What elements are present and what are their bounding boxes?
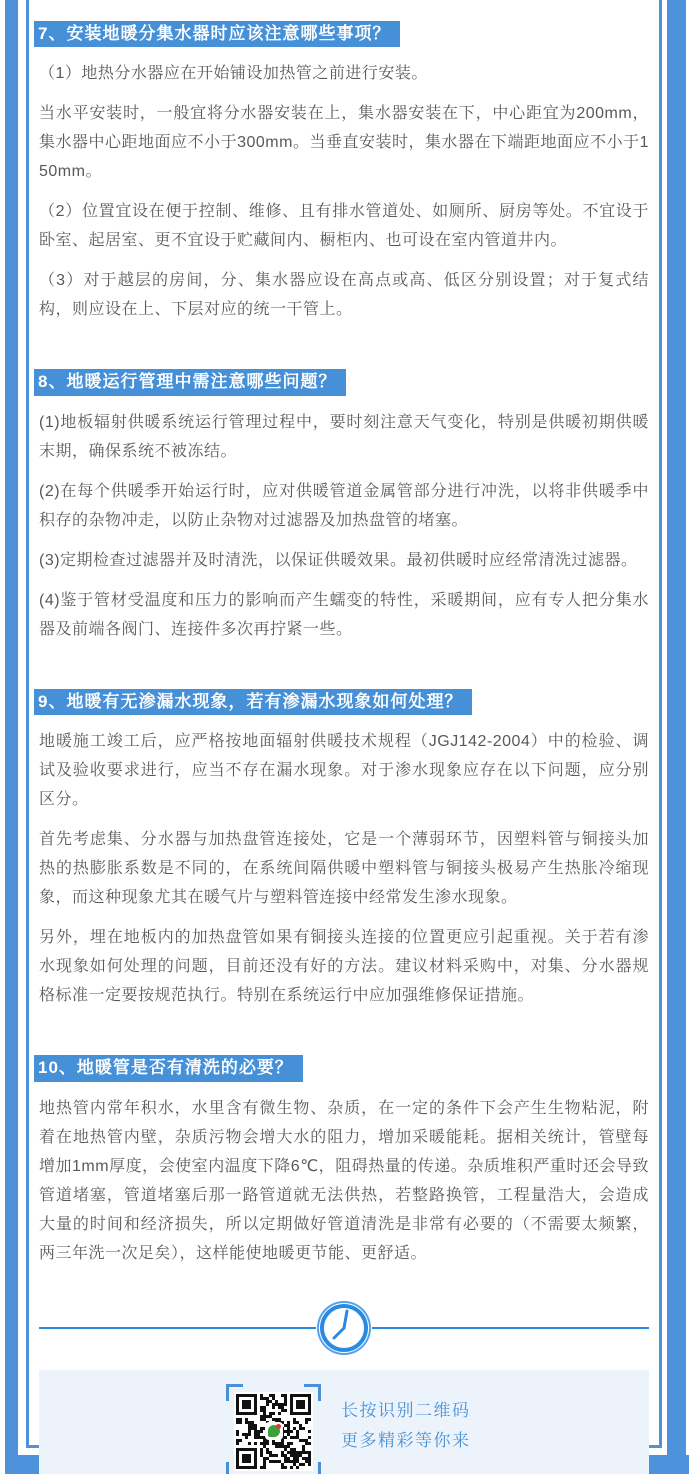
question-section-8 [39,335,649,643]
answer-paragraph: (4)鉴于管材受温度和压力的影响而产生蠕变的特性，采暖期间，应有专人把分集水器及前端各阀门、连接件多次再拧紧一些。 [39,591,649,638]
question-section-7 [39,0,649,324]
outer-frame-left-stripe [5,0,18,1474]
qr-panel [39,1370,649,1474]
qr-caption-line1: 长按识别二维码 [341,1400,471,1420]
answer-paragraph: 首先考虑集、分水器与加热盘管连接处，它是一个薄弱环节，因塑料管与铜接头加热的热膨胀系数是不同的，在系统间隔供暖中塑料管与铜接头极易产生热胀冷缩现象，而这种现象尤其在暖气片与塑料管连接中经常发生渗水现象。 [39,831,649,907]
answer-paragraph: 地热管内常年积水，水里含有微生物、杂质，在一定的条件下会产生生物粘泥，附着在地热管内壁，杂质污物会增大水的阻力，增加采暖能耗。据相关统计，管壁每增加1mm厚度，会使室内温度下降6℃，阻碍热量的传递。杂质堆积严重时还会导致管道堵塞，管道堵塞后那一路管道就无法供热，若整路换管，工程量浩大，会造成大量的时间和经济损失，所以定期做好管道清洗是非常有必要的（不需要太频繁，两三年洗一次足矣），这样能使地暖更节能、更舒适。 [39,1099,649,1262]
question-title-8: 8、地暖运行管理中需注意哪些问题？ [34,369,346,395]
answer-paragraph: (1)地板辐射供暖系统运行管理过程中，要时刻注意天气变化，特别是供暖初期供暖末期，确保系统不被冻结。 [39,413,649,460]
question-title-9: 9、地暖有无渗漏水现象，若有渗漏水现象如何处理？ [34,689,472,715]
answer-paragraph: (2)在每个供暖季开始运行时，应对供暖管道金属管部分进行冲洗，以将非供暖季中积存的杂物冲走，以防止杂物对过滤器及加热盘管的堵塞。 [39,482,649,529]
qr-center-logo [265,1422,283,1440]
qr-code-image[interactable] [234,1392,313,1471]
question-title-10: 10、地暖管是否有清洗的必要？ [34,1055,303,1081]
qr-captions [341,1396,471,1456]
article-content [29,0,659,1474]
question-section-10 [39,1021,649,1267]
clock-icon [316,1300,372,1356]
answer-paragraph: （3）对于越层的房间，分、集水器应设在高点或高、低区分别设置；对于复式结构，则应设在上、下层对应的统一干管上。 [39,272,649,319]
answer-paragraph: （2）位置宜设在便于控制、维修、且有排水管道处、如厕所、厨房等处。不宜设于卧室、起居室、更不宜设于贮藏间内、橱柜内、也可设在室内管道井内。 [39,203,649,250]
outer-frame-right-stripe [667,0,686,1474]
answer-paragraph: 当水平安装时，一般宜将分水器安装在上，集水器安装在下，中心距宜为200mm，集水器中心距地面应不小于300mm。当垂直安装时，集水器在下端距地面应不小于150mm。 [39,105,649,181]
question-section-9 [39,655,649,1010]
answer-paragraph: 另外，埋在地板内的加热盘管如果有铜接头连接的位置更应引起重视。关于若有渗水现象如何处理的问题，目前还没有好的方法。建议材料采购中，对集、分水器规格标准一定要按规范执行。特别在系统运行中应加强维修保证措施。 [39,929,649,1005]
qr-caption-line2: 更多精彩等你来 [341,1430,471,1450]
answer-paragraph: （1）地热分水器应在开始铺设加热管之前进行安装。 [39,65,428,83]
answer-paragraph: (3)定期检查过滤器并及时清洗，以保证供暖效果。最初供暖时应经常清洗过滤器。 [39,551,638,569]
scan-corner-brackets [226,1384,321,1474]
question-title-7: 7、安装地暖分集水器时应该注意哪些事项？ [34,21,400,47]
section-divider [39,1300,649,1358]
answer-paragraph: 地暖施工竣工后，应严格按地面辐射供暖技术规程（JGJ142-2004）中的检验、调试及验收要求进行，应当不存在漏水现象。对于渗水现象应存在以下问题，应分别区分。 [39,733,649,809]
